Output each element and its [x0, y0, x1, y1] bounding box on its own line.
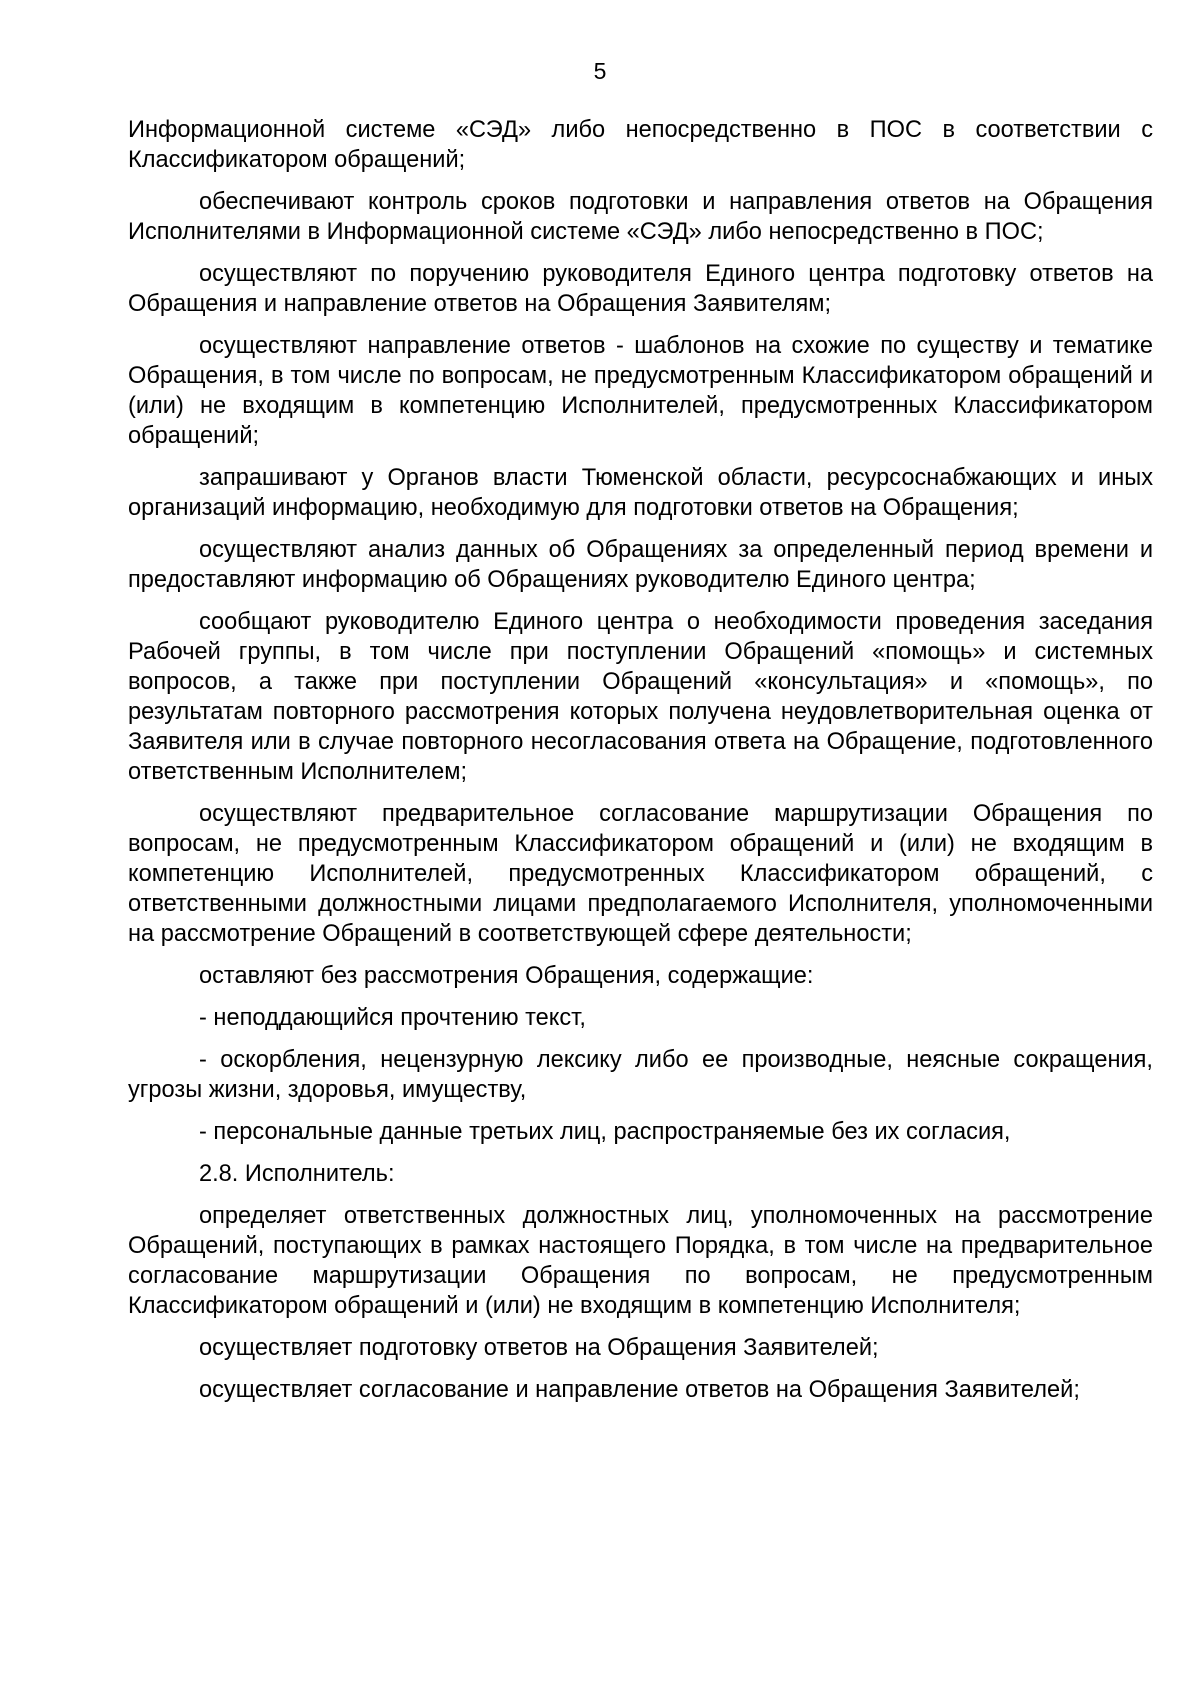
paragraph-prepares-answers: осуществляет подготовку ответов на Обращения Заявителей; — [199, 1335, 879, 1361]
list-item-insults: - оскорбления, нецензурную лексику либо ее производные, неясные сокращения, угрозы жизни, здоровья, имуществу, — [128, 1047, 1153, 1103]
paragraph-working-group-meeting: сообщают руководителю Единого центра о необходимости проведения заседания Рабочей группы, в том числе при поступлении Обращений «помощь» и системных вопросов, а также при поступлении Обращений «консультация» и «помощь», по результатам повторного рассмотрения которых получена неудовлетворительная оценка от Заявителя или в случае повторного несогласования ответа на Обращение, подготовленного ответственным Исполнителем; — [128, 609, 1153, 785]
paragraph-leave-without-review: оставляют без рассмотрения Обращения, содержащие: — [199, 963, 814, 989]
paragraph-information-requests: запрашивают у Органов власти Тюменской области, ресурсоснабжающих и иных организаций информацию, необходимую для подготовки ответов на Обращения; — [128, 465, 1153, 521]
paragraph-data-analysis: осуществляют анализ данных об Обращениях за определенный период времени и предоставляют информацию об Обращениях руководителю Единого центра; — [128, 537, 1153, 593]
paragraph-template-answers: осуществляют направление ответов - шаблонов на схожие по существу и тематике Обращения, в том числе по вопросам, не предусмотренным Классификатором обращений и (или) не входящим в компетенцию Исполнителей, предусмотренных Классификатором обращений; — [128, 333, 1153, 449]
list-item-unreadable-text: - неподдающийся прочтению текст, — [199, 1005, 586, 1031]
paragraph-approves-answers: осуществляет согласование и направление ответов на Обращения Заявителей; — [199, 1377, 1080, 1403]
page-number: 5 — [593, 58, 607, 84]
document-body — [128, 115, 1153, 1417]
paragraph-continuation: Информационной системе «СЭД» либо непосредственно в ПОС в соответствии с Классификатором обращений; — [128, 117, 1153, 173]
paragraph-responsible-officials: определяет ответственных должностных лиц, уполномоченных на рассмотрение Обращений, поступающих в рамках настоящего Порядка, в том числе на предварительное согласование маршрутизации Обращения по вопросам, не предусмотренным Классификатором обращений и (или) не входящим в компетенцию Исполнителя; — [128, 1203, 1153, 1319]
section-heading-executor: 2.8. Исполнитель: — [199, 1161, 395, 1187]
paragraph-deadline-control: обеспечивают контроль сроков подготовки и направления ответов на Обращения Исполнителями в Информационной системе «СЭД» либо непосредственно в ПОС; — [128, 189, 1153, 245]
list-item-personal-data: - персональные данные третьих лиц, распространяемые без их согласия, — [199, 1119, 1011, 1145]
paragraph-answer-preparation: осуществляют по поручению руководителя Единого центра подготовку ответов на Обращения и направление ответов на Обращения Заявителям; — [128, 261, 1153, 317]
paragraph-routing-approval: осуществляют предварительное согласование маршрутизации Обращения по вопросам, не предусмотренным Классификатором обращений и (или) не входящим в компетенцию Исполнителей, предусмотренных Классификатором обращений, с ответственными должностными лицами предполагаемого Исполнителя, уполномоченными на рассмотрение Обращений в соответствующей сфере деятельности; — [128, 801, 1153, 947]
